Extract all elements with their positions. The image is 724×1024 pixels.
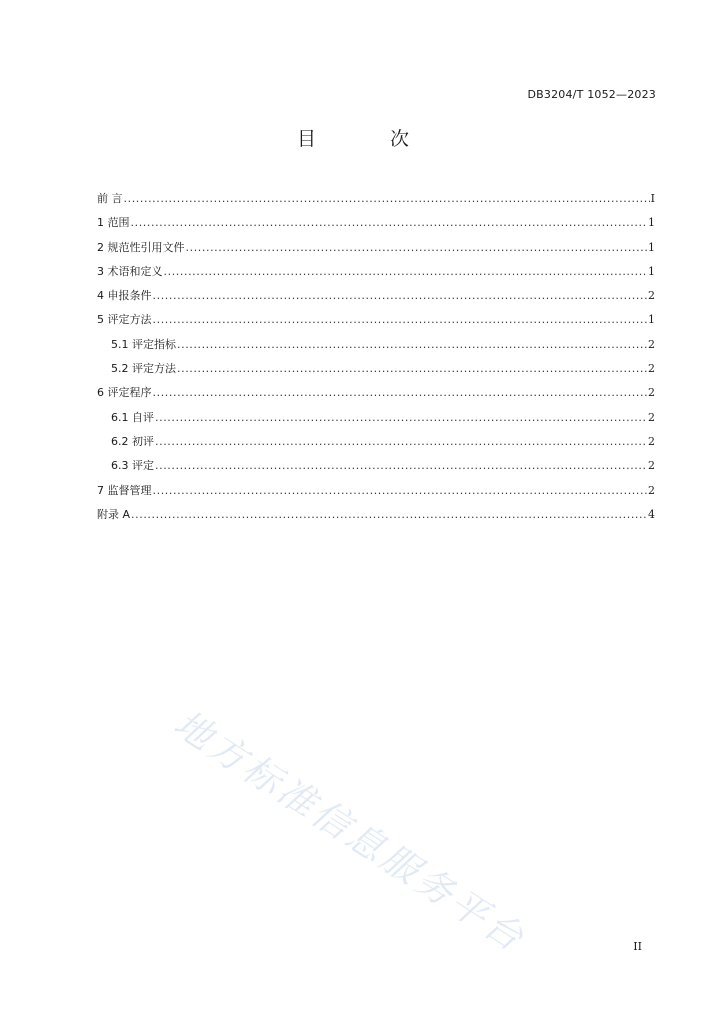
- toc-entry-page: 4: [648, 507, 655, 521]
- toc-entry[interactable]: [97, 503, 655, 527]
- watermark: 地方标准信息服务平台: [166, 701, 534, 962]
- toc-entry-label: 4 申报条件: [97, 289, 152, 303]
- toc-entry-page: 2: [648, 289, 655, 303]
- toc-entry-page: 1: [648, 313, 655, 327]
- document-code: DB3204/T 1052—2023: [527, 88, 656, 101]
- toc-dot-leader: [153, 381, 648, 405]
- toc-entry[interactable]: [97, 357, 655, 381]
- toc-dot-leader: [155, 430, 647, 454]
- toc-entry-label: 6.2 初评: [111, 434, 154, 448]
- toc-entry[interactable]: [97, 479, 655, 503]
- table-of-contents: [97, 187, 655, 527]
- toc-dot-leader: [153, 479, 648, 503]
- toc-dot-leader: [155, 406, 647, 430]
- toc-entry[interactable]: [97, 187, 655, 211]
- toc-entry[interactable]: [97, 236, 655, 260]
- toc-entry-page: 2: [648, 386, 655, 400]
- toc-dot-leader: [153, 284, 648, 308]
- toc-entry-label: 3 术语和定义: [97, 264, 163, 278]
- toc-entry-label: 1 范围: [97, 216, 130, 230]
- toc-dot-leader: [186, 236, 648, 260]
- toc-entry-page: 2: [648, 434, 655, 448]
- toc-entry-page: 2: [648, 337, 655, 351]
- toc-entry-label: 6.3 评定: [111, 459, 154, 473]
- toc-dot-leader: [155, 454, 647, 478]
- toc-entry-page: 1: [648, 264, 655, 278]
- toc-dot-leader: [131, 211, 648, 235]
- toc-entry-label: 附录 A: [97, 507, 131, 521]
- toc-entry-page: 2: [648, 410, 655, 424]
- toc-entry[interactable]: [97, 260, 655, 284]
- toc-entry-label: 5.1 评定指标: [111, 337, 176, 351]
- toc-dot-leader: [153, 308, 648, 332]
- toc-dot-leader: [177, 333, 647, 357]
- toc-entry-page: 1: [648, 216, 655, 230]
- toc-entry-page: 2: [648, 362, 655, 376]
- toc-entry[interactable]: [97, 333, 655, 357]
- toc-entry-label: 7 监督管理: [97, 483, 152, 497]
- toc-entry[interactable]: [97, 454, 655, 478]
- toc-dot-leader: [124, 187, 650, 211]
- toc-entry-page: 2: [648, 483, 655, 497]
- toc-entry-label: 6.1 自评: [111, 410, 154, 424]
- toc-entry-label: 5.2 评定方法: [111, 362, 176, 376]
- toc-entry[interactable]: [97, 430, 655, 454]
- toc-entry[interactable]: [97, 381, 655, 405]
- toc-entry[interactable]: [97, 308, 655, 332]
- toc-entry[interactable]: [97, 211, 655, 235]
- toc-entry-label: 6 评定程序: [97, 386, 152, 400]
- toc-dot-leader: [177, 357, 647, 381]
- toc-dot-leader: [164, 260, 648, 284]
- toc-entry-label: 2 规范性引用文件: [97, 240, 185, 254]
- toc-title: 目 次: [296, 128, 444, 150]
- toc-entry[interactable]: [97, 406, 655, 430]
- toc-entry-label: 5 评定方法: [97, 313, 152, 327]
- toc-entry-page: 2: [648, 459, 655, 473]
- toc-entry-page: 1: [648, 240, 655, 254]
- toc-entry[interactable]: [97, 284, 655, 308]
- page-number: II: [633, 940, 642, 953]
- toc-dot-leader: [131, 503, 647, 527]
- toc-entry-page: I: [650, 192, 655, 205]
- toc-entry-label: 前 言: [97, 192, 123, 205]
